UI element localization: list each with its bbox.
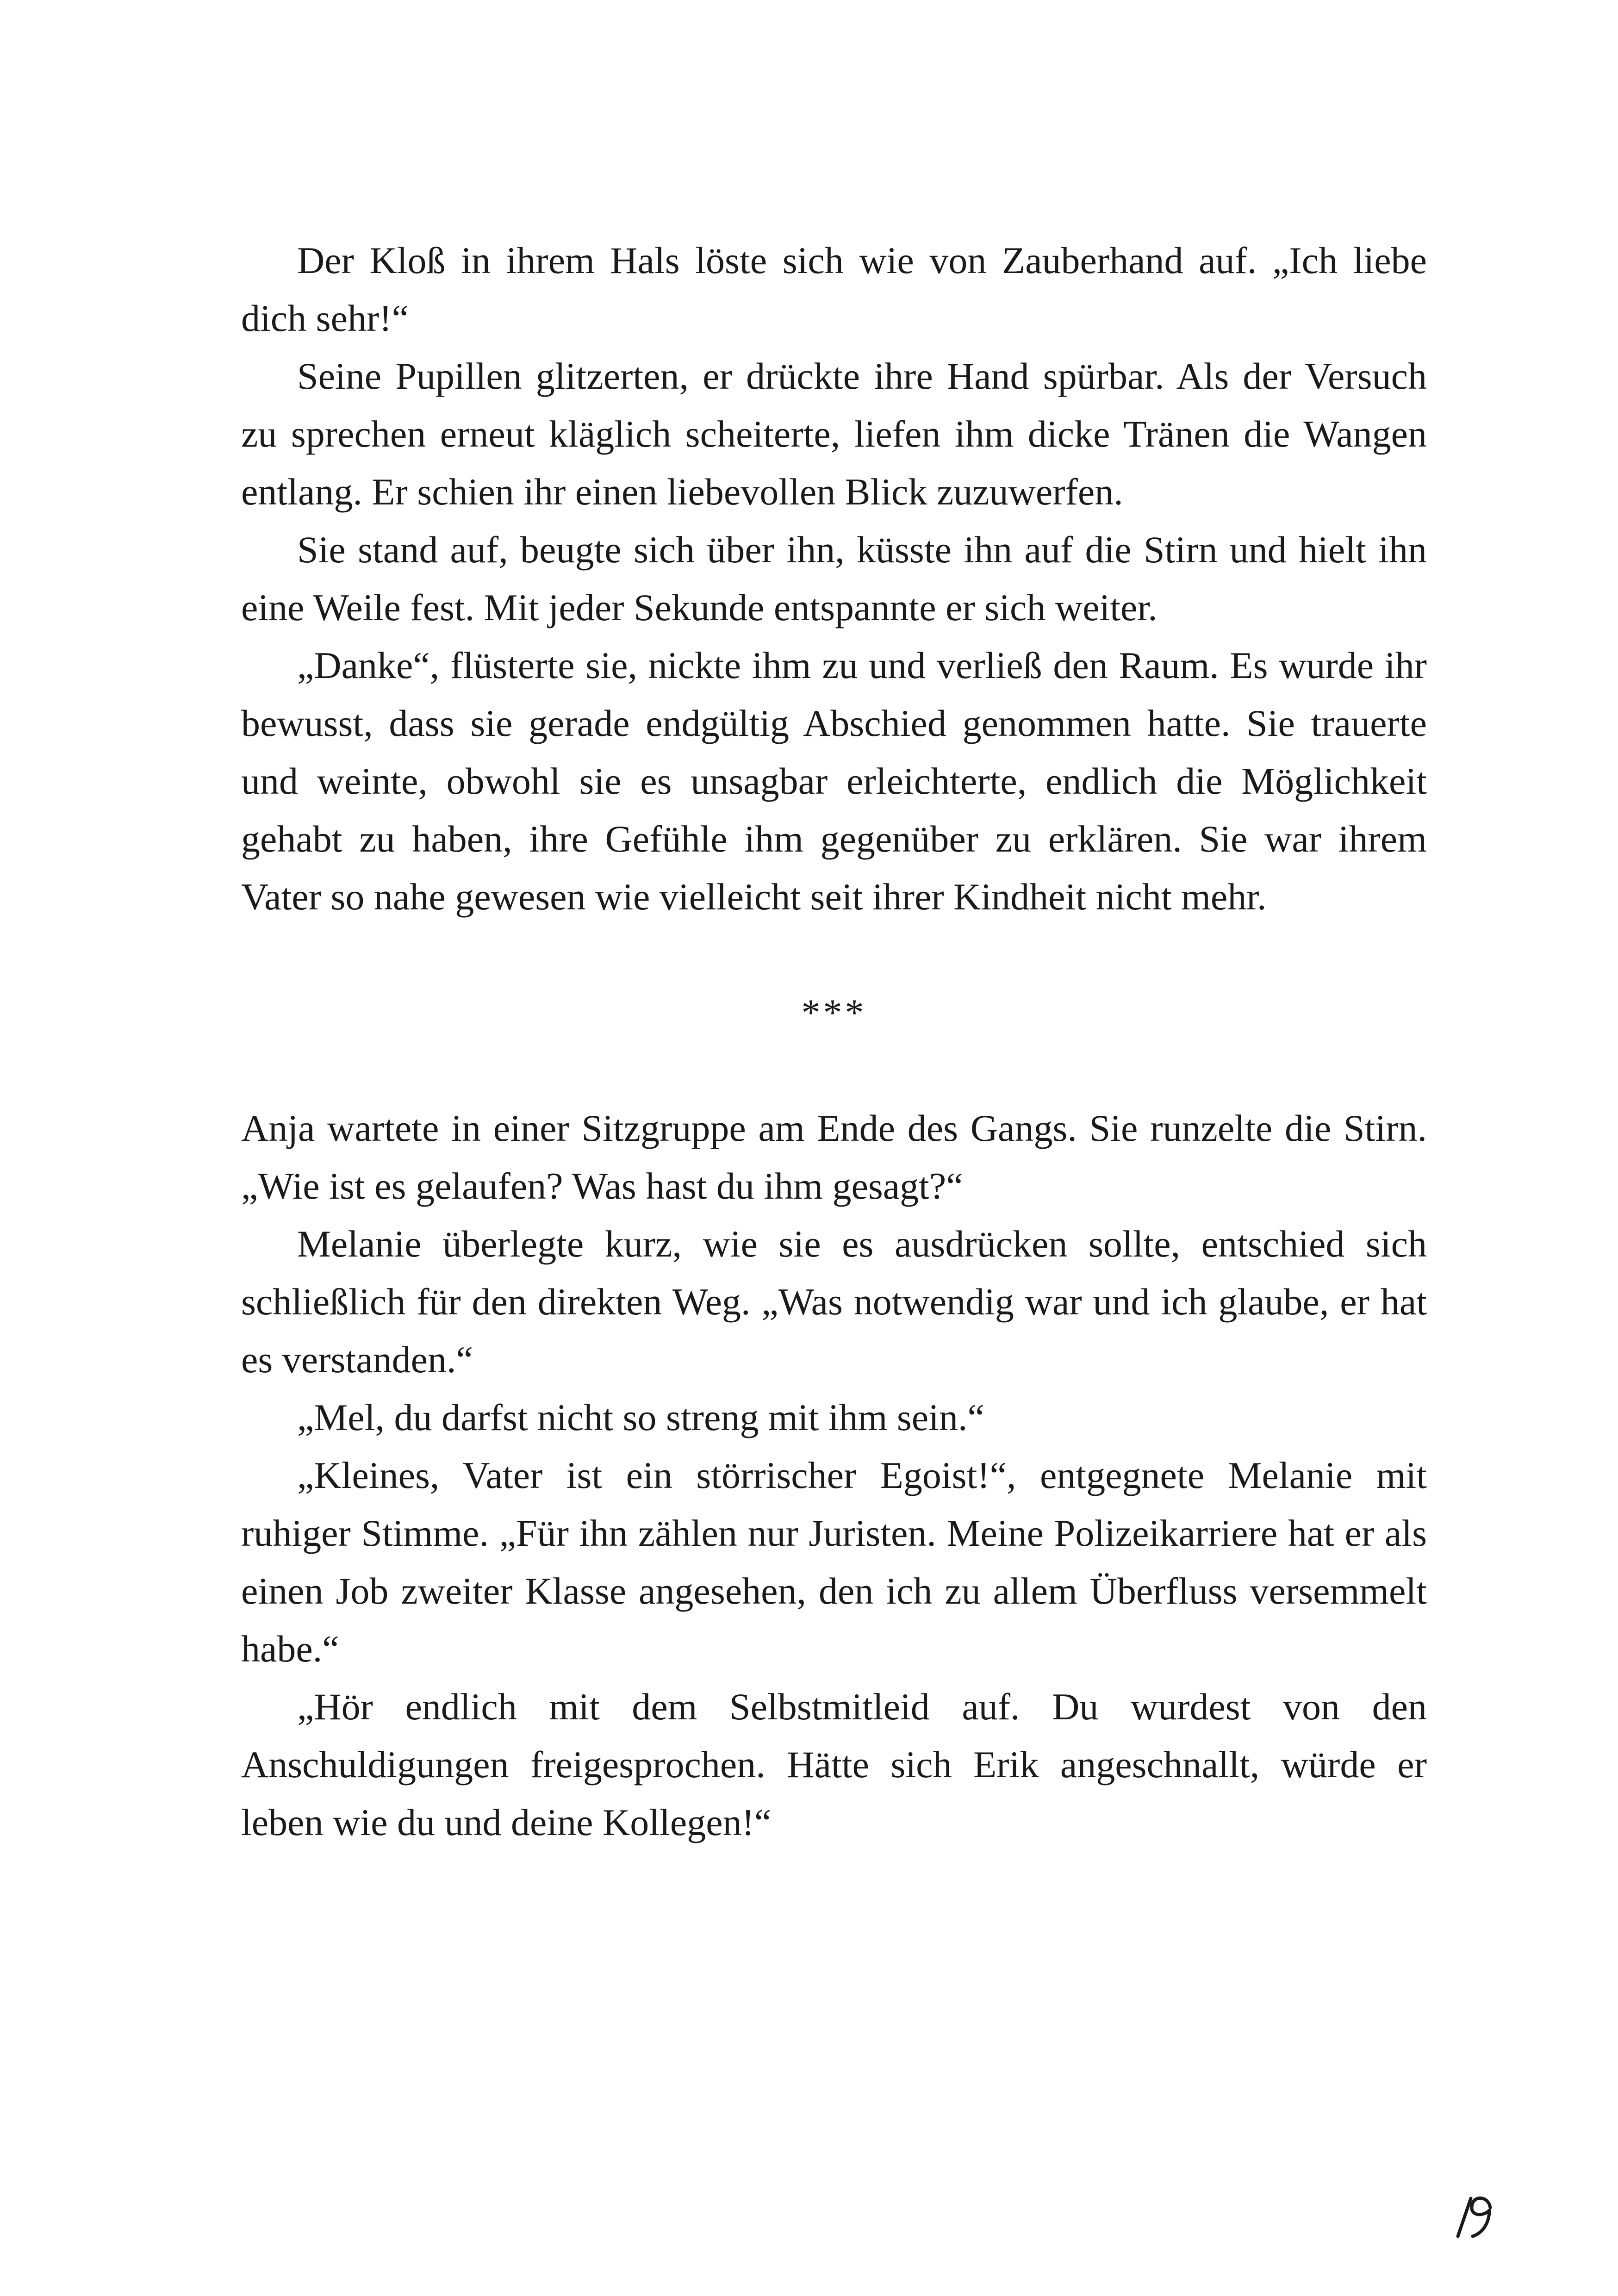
paragraph: Seine Pupillen glitzerten, er drückte ihre Hand spürbar. Als der Versuch zu sprechen erneut kläglich scheiterte, liefen ihm dicke Tränen die Wangen entlang. Er schien ihr einen liebevollen Blick zuzuwerfen. [241,355,1427,513]
paragraph: Sie stand auf, beugte sich über ihn, küsste ihn auf die Stirn und hielt ihn eine Weile fest. Mit jeder Sekunde entspannte er sich weiter. [241,529,1427,628]
paragraph: Der Kloß in ihrem Hals löste sich wie von Zauberhand auf. „Ich liebe dich sehr!“ [241,239,1427,339]
section-separator: *** [801,991,867,1033]
paragraph: „Hör endlich mit dem Selbstmitleid auf. Du wurdest von den Anschuldigungen freigesprochen. Hätte sich Erik angeschnallt, würde er leben wie du und deine Kollegen!“ [241,1686,1427,1843]
paragraph: Melanie überlegte kurz, wie sie es ausdrücken sollte, entschied sich schließlich für den direkten Weg. „Was notwendig war und ich glaube, er hat es verstanden.“ [241,1223,1427,1381]
paragraph: Anja wartete in einer Sitzgruppe am Ende des Gangs. Sie runzelte die Stirn. „Wie ist es gelaufen? Was hast du ihm gesagt?“ [241,1107,1427,1207]
paragraph: „Danke“, flüsterte sie, nickte ihm zu und verließ den Raum. Es wurde ihr bewusst, dass sie gerade endgültig Abschied genommen hatte. Sie trauerte und weinte, obwohl sie es unsagbar erleichterte, endlich die Möglichkeit gehabt zu haben, ihre Gefühle ihm gegenüber zu erklären. Sie war ihrem Vater so nahe gewesen wie vielleicht seit ihrer Kindheit nicht mehr. [241,644,1427,918]
body-text [241,231,1427,1851]
paragraph: „Kleines, Vater ist ein störrischer Egoist!“, entgegnete Melanie mit ruhiger Stimme. „Für ihn zählen nur Juristen. Meine Polizeikarriere hat er als einen Job zweiter Klasse angesehen, den ich zu allem Überfluss versemmelt habe.“ [241,1454,1427,1670]
page-number [1444,2184,1504,2245]
paragraph: „Mel, du darfst nicht so streng mit ihm sein.“ [297,1396,984,1438]
